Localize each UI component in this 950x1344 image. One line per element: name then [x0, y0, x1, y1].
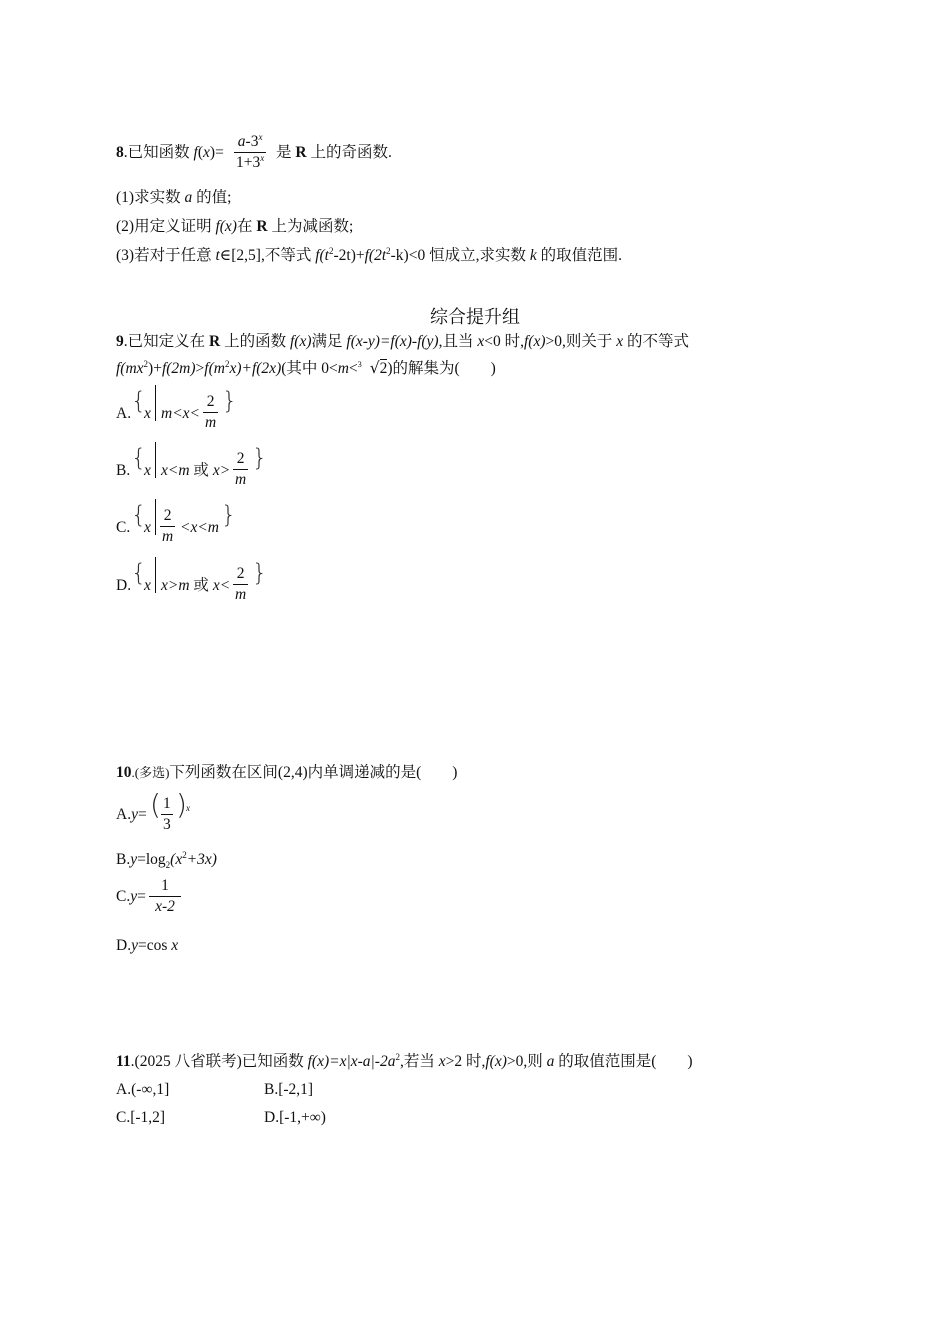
- q11-option-a[interactable]: A.(-∞,1]: [116, 1081, 170, 1098]
- left-paren: (: [150, 788, 161, 821]
- q8-fraction: [234, 132, 266, 173]
- q8-part-2: (2)用定义证明 f(x)在 R 上为减函数;: [116, 218, 354, 235]
- q10-option-b[interactable]: $B.y=\log_2(x^2+3x)$: [116, 849, 217, 871]
- q11-option-c[interactable]: C.[-1,2]: [116, 1109, 166, 1126]
- q10-stem: 10.(多选)下列函数在区间(2,4)内单调递减的是( ): [116, 764, 458, 781]
- section-title: 综合提升组: [430, 307, 520, 328]
- q8-part-3: (3)若对于任意 t∈[2,5],不等式 $f(t^2-2t)+f(2t^2-k)<0$ 恒成立,求实数 k 的取值范围.: [116, 245, 622, 264]
- q8-stem: 8.已知函数 f(x)=: [116, 144, 224, 161]
- q8-part-1: (1)求实数 a 的值;: [116, 189, 232, 206]
- left-brace: {: [131, 387, 147, 415]
- set-divider: [155, 385, 156, 421]
- q8-fraction-numerator: a-3$^x$: [237, 131, 263, 150]
- q11-stem: 11.(2025 八省联考)已知函数 $f(x)=x|x-a|-2a^2$,若当 x>2 时,f(x)>0,则 a 的取值范围是( ): [116, 1051, 693, 1070]
- q9-stem-line-1: 9.已知定义在 R 上的函数 f(x)满足 f(x-y)=f(x)-f(y),且当 x<0 时,f(x)>0,则关于 x 的不等式: [116, 333, 690, 350]
- q8-fraction-denominator: $1+3^x$: [236, 152, 265, 171]
- cube-root: 3 √2: [357, 359, 388, 377]
- q11-option-b[interactable]: B.[-2,1]: [264, 1081, 314, 1098]
- right-brace: }: [222, 387, 238, 415]
- q8-stem-end: 是 R 上的奇函数.: [276, 144, 392, 161]
- q9-stem-line-2: $f(mx^2)+f(2m)>f(m^2x)+f(2x)$(其中 0<m< 3 √2)的解集为( ): [116, 358, 496, 377]
- q10-option-d[interactable]: D.y=cos x: [116, 937, 179, 954]
- right-paren: ): [176, 788, 187, 821]
- q11-option-d[interactable]: D.[-1,+∞): [264, 1109, 326, 1126]
